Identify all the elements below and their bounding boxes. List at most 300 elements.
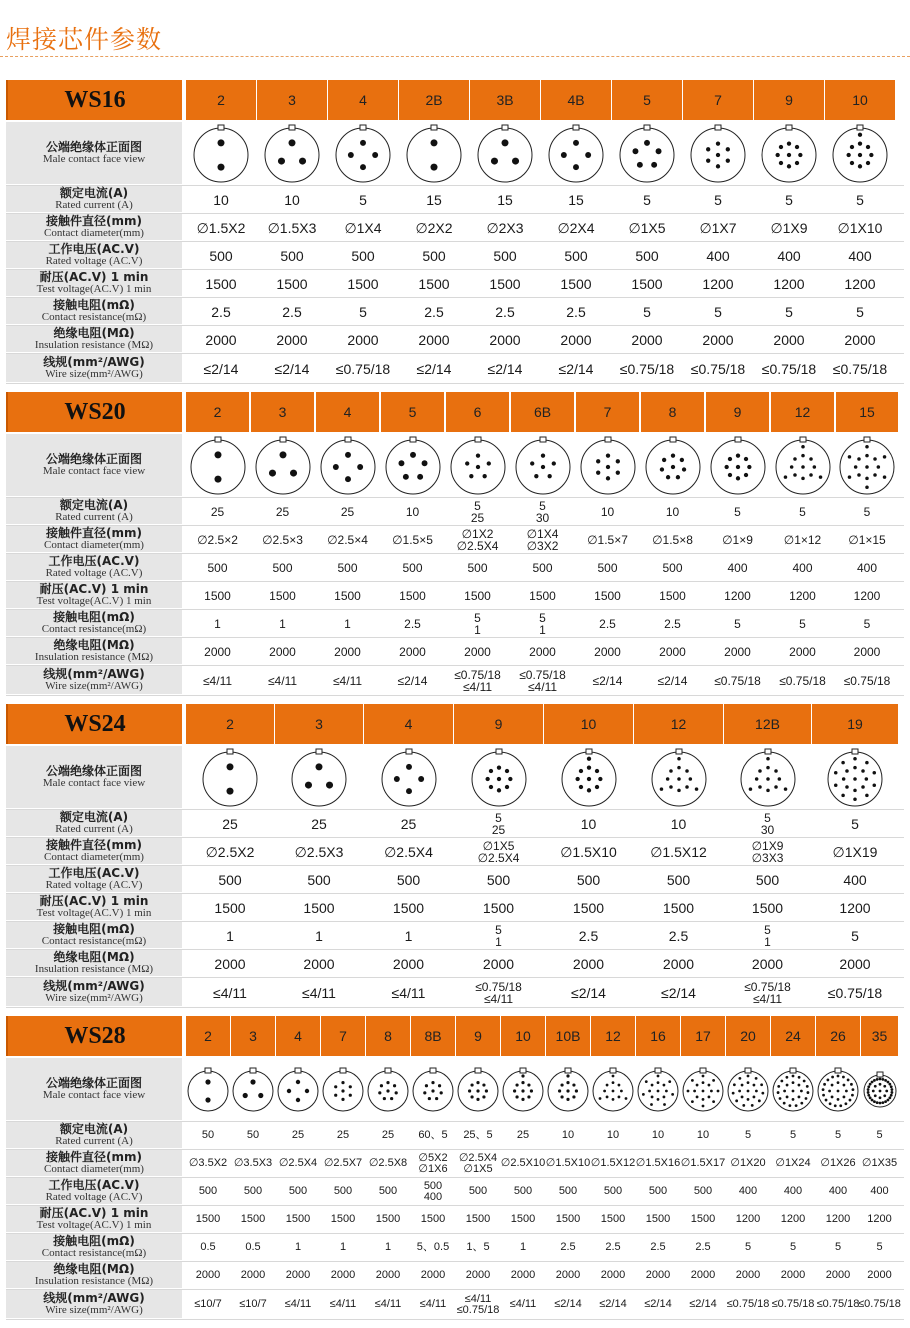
- value-cell: [186, 810, 274, 837]
- value-text: 1200: [839, 899, 871, 916]
- value-cell: [681, 1262, 725, 1289]
- value-cell: [724, 978, 811, 1007]
- value-cell: [591, 1262, 635, 1289]
- value-cell: [275, 950, 363, 977]
- value-text: ∅2.5X4: [456, 538, 499, 553]
- value-cell: [251, 666, 314, 695]
- row-label-en: Wire size(mm²/AWG): [45, 679, 143, 692]
- value-text: ∅1.5X3: [267, 219, 317, 236]
- row-label-en: Test voltage(AC.V) 1 min: [36, 594, 152, 607]
- value-cell: [470, 354, 540, 383]
- value-text: 5: [799, 616, 806, 631]
- value-text: ∅1.5X12: [590, 1157, 636, 1169]
- value-cell: [771, 1262, 815, 1289]
- pin-count-header: 2: [186, 392, 249, 432]
- value-text: ∅1X24: [775, 1157, 811, 1169]
- value-text: 1500: [751, 899, 784, 916]
- value-text: ≤0.75/18: [744, 979, 791, 994]
- connector-face-drawing: [192, 123, 250, 185]
- connector-face-icon: [511, 434, 574, 497]
- value-text: 1: [404, 927, 413, 944]
- connector-face-icon: [231, 1058, 275, 1121]
- value-text: 500: [564, 247, 588, 264]
- row-label-en: Insulation resistance (MΩ): [34, 650, 154, 663]
- pin-count-header: 12B: [724, 704, 811, 744]
- value-text: 2.5: [664, 616, 681, 631]
- value-cell: [812, 810, 898, 837]
- value-cell: [541, 298, 611, 325]
- value-text: 5: [764, 810, 771, 825]
- value-text: ∅1X26: [820, 1157, 856, 1169]
- value-text: ≤2/14: [274, 360, 310, 377]
- value-text: 500: [280, 247, 304, 264]
- row-contact-resistance: [6, 922, 904, 950]
- value-text: 1200: [773, 275, 805, 292]
- value-text: ∅2.5X4: [458, 1151, 498, 1164]
- row-insulation-resistance: [6, 326, 904, 354]
- value-text: 5: [834, 1241, 842, 1253]
- value-text: 2000: [780, 1269, 806, 1281]
- row-wire-size: [6, 1290, 904, 1320]
- value-cell: [381, 498, 444, 525]
- value-cell: [683, 242, 753, 269]
- value-cell: [328, 354, 398, 383]
- row-rated-voltage: [6, 554, 904, 582]
- value-text: ∅1.5×5: [392, 532, 433, 547]
- value-cell: [321, 1150, 365, 1177]
- value-text: 500: [422, 247, 446, 264]
- pin-count-header: 4: [328, 80, 398, 120]
- value-cell: [186, 582, 249, 609]
- value-text: 500: [576, 871, 601, 888]
- value-text: 2000: [600, 1269, 626, 1281]
- value-cell: [706, 666, 769, 695]
- value-cell: [724, 866, 811, 893]
- connector-face-icon: [591, 1058, 635, 1121]
- value-cell: [257, 326, 327, 353]
- value-text: 2000: [276, 331, 308, 348]
- pin-count-header: 9: [456, 1016, 500, 1056]
- value-cell: [683, 270, 753, 297]
- value-text: ∅1X10: [837, 219, 883, 236]
- value-cell: [544, 978, 633, 1007]
- value-cell: [576, 610, 639, 637]
- row-label-zh: 接触电阻(mΩ): [53, 609, 135, 624]
- value-text: 2000: [751, 955, 784, 972]
- value-cell: [366, 1150, 410, 1177]
- value-cell: [454, 866, 543, 893]
- connector-face-drawing: [739, 747, 797, 809]
- row-label-zh: 线规(mm²/AWG): [43, 354, 145, 369]
- value-cell: [541, 354, 611, 383]
- value-text: 500: [396, 871, 421, 888]
- value-text: 5: [851, 815, 859, 832]
- value-text: ∅2.5X4: [384, 843, 433, 860]
- value-cell: [251, 498, 314, 525]
- value-text: 1500: [303, 899, 335, 916]
- value-cell: [321, 1206, 365, 1233]
- connector-face-icon: [706, 434, 769, 497]
- connector-face-drawing: [709, 435, 767, 497]
- value-text: 1500: [347, 275, 379, 292]
- value-text: 30: [760, 822, 775, 837]
- value-text: 500: [243, 1185, 263, 1197]
- value-cell: [612, 214, 682, 241]
- value-text: 2000: [347, 331, 379, 348]
- row-label: [6, 186, 182, 212]
- connector-face-icon: [816, 1058, 860, 1121]
- value-cell: [812, 894, 898, 921]
- value-cell: [454, 978, 543, 1007]
- value-cell: [251, 554, 314, 581]
- connector-face-drawing: [405, 123, 463, 185]
- value-text: 25: [222, 815, 238, 832]
- pin-count-header: 12: [634, 704, 723, 744]
- connector-face-icon: [186, 434, 249, 497]
- value-text: 1500: [489, 275, 521, 292]
- connector-face-icon: [501, 1058, 545, 1121]
- row-wire-size: [6, 978, 904, 1008]
- value-cell: [399, 186, 469, 213]
- value-text: 1: [519, 1241, 527, 1253]
- value-text: 10: [580, 815, 597, 832]
- connector-face-drawing: [254, 435, 312, 497]
- value-text: 500: [209, 247, 233, 264]
- row-label-en: Test voltage(AC.V) 1 min: [36, 1218, 152, 1231]
- value-text: 2.5: [605, 1241, 621, 1253]
- value-cell: [446, 582, 509, 609]
- value-text: 5: [474, 498, 481, 513]
- value-cell: [825, 326, 895, 353]
- value-cell: [861, 1234, 898, 1261]
- connector-face-drawing: [501, 1066, 545, 1114]
- pin-count-header: 10: [501, 1016, 545, 1056]
- value-text: ∅2X4: [557, 219, 595, 236]
- row-insulation-resistance: [6, 1262, 904, 1290]
- row-label: [6, 638, 182, 664]
- pin-count-header: 7: [576, 392, 639, 432]
- value-cell: [257, 214, 327, 241]
- value-cell: [836, 554, 898, 581]
- value-text: ≤4/11: [202, 673, 233, 688]
- row-label: [6, 582, 182, 608]
- row-face-view: [6, 122, 904, 186]
- value-cell: [634, 894, 723, 921]
- pin-count-header: 17: [681, 1016, 725, 1056]
- row-label: [6, 1058, 182, 1120]
- value-text: ≤2/14: [554, 1298, 582, 1310]
- value-cell: [381, 666, 444, 695]
- value-cell: [544, 922, 633, 949]
- value-text: 0.5: [245, 1241, 261, 1253]
- connector-face-icon: [275, 746, 363, 809]
- value-text: ≤0.75/18: [726, 1298, 770, 1310]
- value-cell: [316, 526, 379, 553]
- pin-count-header: 2: [186, 1016, 230, 1056]
- value-text: 500: [635, 247, 659, 264]
- connector-face-icon: [186, 122, 256, 185]
- value-text: 5、0.5: [416, 1241, 450, 1253]
- value-text: 5: [359, 303, 367, 320]
- value-cell: [316, 638, 379, 665]
- value-text: ≤4/11: [483, 991, 514, 1006]
- row-rated-current: [6, 186, 904, 214]
- value-cell: [861, 1150, 898, 1177]
- value-text: ≤4/11: [213, 984, 247, 1001]
- value-cell: [399, 326, 469, 353]
- row-label: [6, 922, 182, 948]
- value-cell: [186, 1262, 230, 1289]
- row-rated-voltage: [6, 242, 904, 270]
- value-text: ∅2.5X10: [500, 1157, 546, 1169]
- value-cell: [186, 1122, 230, 1149]
- value-cell: [257, 298, 327, 325]
- value-cell: [706, 610, 769, 637]
- value-text: ∅1X6: [418, 1162, 448, 1175]
- value-text: 2000: [529, 644, 556, 659]
- value-cell: [276, 1290, 320, 1319]
- row-label-zh: 接触件直径(mm): [46, 1149, 142, 1164]
- value-text: 5: [789, 1241, 797, 1253]
- row-label-zh: 工作电压(AC.V): [48, 553, 140, 568]
- value-cell: [771, 638, 834, 665]
- value-cell: [231, 1178, 275, 1205]
- connector-face-icon: [724, 746, 811, 809]
- value-text: ≤10/7: [194, 1298, 222, 1310]
- value-cell: [634, 978, 723, 1007]
- value-text: 2000: [825, 1269, 851, 1281]
- value-text: ≤2/14: [203, 360, 239, 377]
- value-text: 1: [474, 622, 481, 637]
- value-cell: [681, 1150, 725, 1177]
- value-text: 1500: [594, 588, 621, 603]
- value-text: ∅2.5×2: [197, 532, 238, 547]
- row-label: [6, 838, 182, 864]
- value-cell: [186, 838, 274, 865]
- value-text: 500: [288, 1185, 308, 1197]
- value-text: 1200: [867, 1213, 892, 1225]
- row-label-zh: 工作电压(AC.V): [48, 865, 140, 880]
- value-cell: [364, 838, 453, 865]
- pin-count-header: 9: [706, 392, 769, 432]
- value-text: 2000: [420, 1269, 446, 1281]
- model-name: WS24: [6, 704, 182, 744]
- value-text: 25: [291, 1129, 305, 1141]
- value-cell: [276, 1122, 320, 1149]
- value-cell: [576, 666, 639, 695]
- value-text: 5: [744, 1241, 752, 1253]
- value-text: 1、5: [466, 1241, 490, 1253]
- value-text: 1200: [780, 1213, 806, 1225]
- value-text: 25: [400, 815, 417, 832]
- value-text: 500: [755, 871, 780, 888]
- value-text: 10: [670, 815, 687, 832]
- value-text: 25: [381, 1129, 395, 1141]
- connector-face-drawing: [366, 1066, 410, 1114]
- connector-face-icon: [681, 1058, 725, 1121]
- row-label-en: Rated voltage (AC.V): [45, 566, 143, 579]
- connector-face-drawing: [862, 1070, 898, 1110]
- value-cell: [754, 242, 824, 269]
- value-text: 500: [207, 560, 228, 575]
- value-cell: [186, 554, 249, 581]
- value-text: 500: [423, 1179, 443, 1192]
- value-text: ∅1.5X2: [196, 219, 246, 236]
- value-text: 500: [558, 1185, 578, 1197]
- value-cell: [186, 186, 256, 213]
- value-text: 5: [876, 1241, 883, 1253]
- value-text: ≤0.75/18: [858, 1298, 901, 1310]
- row-label: [6, 434, 182, 496]
- value-cell: [411, 1122, 455, 1149]
- value-text: 5: [714, 191, 722, 208]
- connector-face-icon: [257, 122, 327, 185]
- value-cell: [641, 610, 704, 637]
- value-text: 10: [600, 504, 615, 519]
- value-cell: [275, 894, 363, 921]
- value-cell: [381, 554, 444, 581]
- row-label-zh: 接触件直径(mm): [46, 213, 142, 228]
- value-text: 400: [843, 871, 867, 888]
- value-text: 2000: [482, 955, 515, 972]
- pin-count-header: 3: [251, 392, 314, 432]
- value-text: 400: [423, 1190, 443, 1203]
- connector-face-drawing: [636, 1066, 680, 1114]
- value-cell: [726, 1234, 770, 1261]
- value-cell: [470, 242, 540, 269]
- value-cell: [726, 1206, 770, 1233]
- value-cell: [816, 1122, 860, 1149]
- value-cell: [771, 1206, 815, 1233]
- value-text: ∅2.5X7: [323, 1157, 363, 1169]
- value-cell: [411, 1234, 455, 1261]
- value-cell: [501, 1178, 545, 1205]
- value-text: ∅1X5: [463, 1162, 493, 1175]
- section-header: [6, 80, 904, 120]
- value-text: 500: [532, 560, 553, 575]
- value-cell: [411, 1178, 455, 1205]
- row-label-en: Rated current (A): [55, 822, 133, 835]
- value-text: 2000: [204, 644, 231, 659]
- row-insulation-resistance: [6, 638, 904, 666]
- row-label: [6, 1206, 182, 1232]
- row-label-zh: 额定电流(A): [59, 497, 129, 512]
- value-text: 1500: [529, 588, 556, 603]
- value-text: 10: [696, 1129, 710, 1141]
- value-cell: [724, 810, 811, 837]
- value-text: 2000: [594, 644, 621, 659]
- connector-face-icon: [612, 122, 682, 185]
- connector-face-icon: [251, 434, 314, 497]
- connector-face-drawing: [186, 1066, 230, 1114]
- value-cell: [186, 242, 256, 269]
- value-cell: [321, 1122, 365, 1149]
- row-rated-voltage: [6, 866, 904, 894]
- value-text: ∅1X4: [344, 219, 382, 236]
- row-wire-size: [6, 666, 904, 696]
- value-cell: [186, 498, 249, 525]
- row-label-en: Rated voltage (AC.V): [45, 1190, 143, 1203]
- value-text: 500: [486, 871, 511, 888]
- row-insulation-resistance: [6, 950, 904, 978]
- value-text: ≤0.75/18: [454, 667, 501, 682]
- value-cell: [825, 186, 895, 213]
- value-text: 400: [783, 1185, 803, 1197]
- value-text: ≤0.75/18: [690, 360, 746, 377]
- value-text: 2000: [375, 1269, 401, 1281]
- value-cell: [706, 498, 769, 525]
- pin-count-header: 4: [364, 704, 453, 744]
- connector-face-drawing: [384, 435, 442, 497]
- value-cell: [541, 214, 611, 241]
- value-text: 25: [210, 504, 225, 519]
- value-text: ∅1.5X16: [635, 1157, 681, 1169]
- value-cell: [511, 638, 574, 665]
- connector-face-drawing: [689, 123, 747, 185]
- row-label-zh: 公端绝缘体正面图: [45, 451, 142, 466]
- row-label-zh: 线规(mm²/AWG): [43, 1290, 145, 1305]
- row-label-en: Contact resistance(mΩ): [41, 1246, 147, 1259]
- value-text: ∅1.5X10: [545, 1157, 591, 1169]
- value-text: 1200: [825, 1213, 851, 1225]
- value-cell: [683, 186, 753, 213]
- connector-face-icon: [576, 434, 639, 497]
- value-text: ≤0.75/18: [779, 673, 826, 688]
- value-cell: [771, 1234, 815, 1261]
- value-text: 10: [213, 191, 229, 208]
- connector-face-icon: [683, 122, 753, 185]
- connector-face-icon: [771, 434, 834, 497]
- value-cell: [446, 526, 509, 553]
- connector-face-icon: [754, 122, 824, 185]
- value-text: 400: [828, 1185, 848, 1197]
- value-cell: [186, 354, 256, 383]
- row-label-zh: 工作电压(AC.V): [48, 241, 140, 256]
- value-text: 1500: [334, 588, 361, 603]
- value-cell: [541, 186, 611, 213]
- value-text: 25: [336, 1129, 350, 1141]
- row-label: [6, 554, 182, 580]
- pin-count-header: 2: [186, 80, 256, 120]
- row-label: [6, 950, 182, 976]
- value-cell: [186, 214, 256, 241]
- connector-face-drawing: [231, 1066, 275, 1114]
- value-cell: [366, 1290, 410, 1319]
- row-label-zh: 接触电阻(mΩ): [53, 921, 135, 936]
- value-cell: [836, 610, 898, 637]
- value-cell: [446, 610, 509, 637]
- value-cell: [364, 810, 453, 837]
- value-cell: [470, 326, 540, 353]
- row-label: [6, 214, 182, 240]
- value-cell: [456, 1262, 500, 1289]
- value-cell: [511, 498, 574, 525]
- value-cell: [456, 1206, 500, 1233]
- value-text: 2000: [690, 1269, 716, 1281]
- value-cell: [276, 1206, 320, 1233]
- value-text: 500: [307, 871, 331, 888]
- value-text: ≤4/11: [302, 984, 336, 1001]
- row-wire-size: [6, 354, 904, 384]
- connector-face-icon: [328, 122, 398, 185]
- value-text: ∅2.5X3: [294, 843, 344, 860]
- value-cell: [366, 1206, 410, 1233]
- value-text: 1500: [204, 588, 231, 603]
- connector-face-drawing: [290, 747, 348, 809]
- row-label-zh: 工作电压(AC.V): [48, 1177, 140, 1192]
- value-cell: [636, 1178, 680, 1205]
- pin-count-header: 8: [641, 392, 704, 432]
